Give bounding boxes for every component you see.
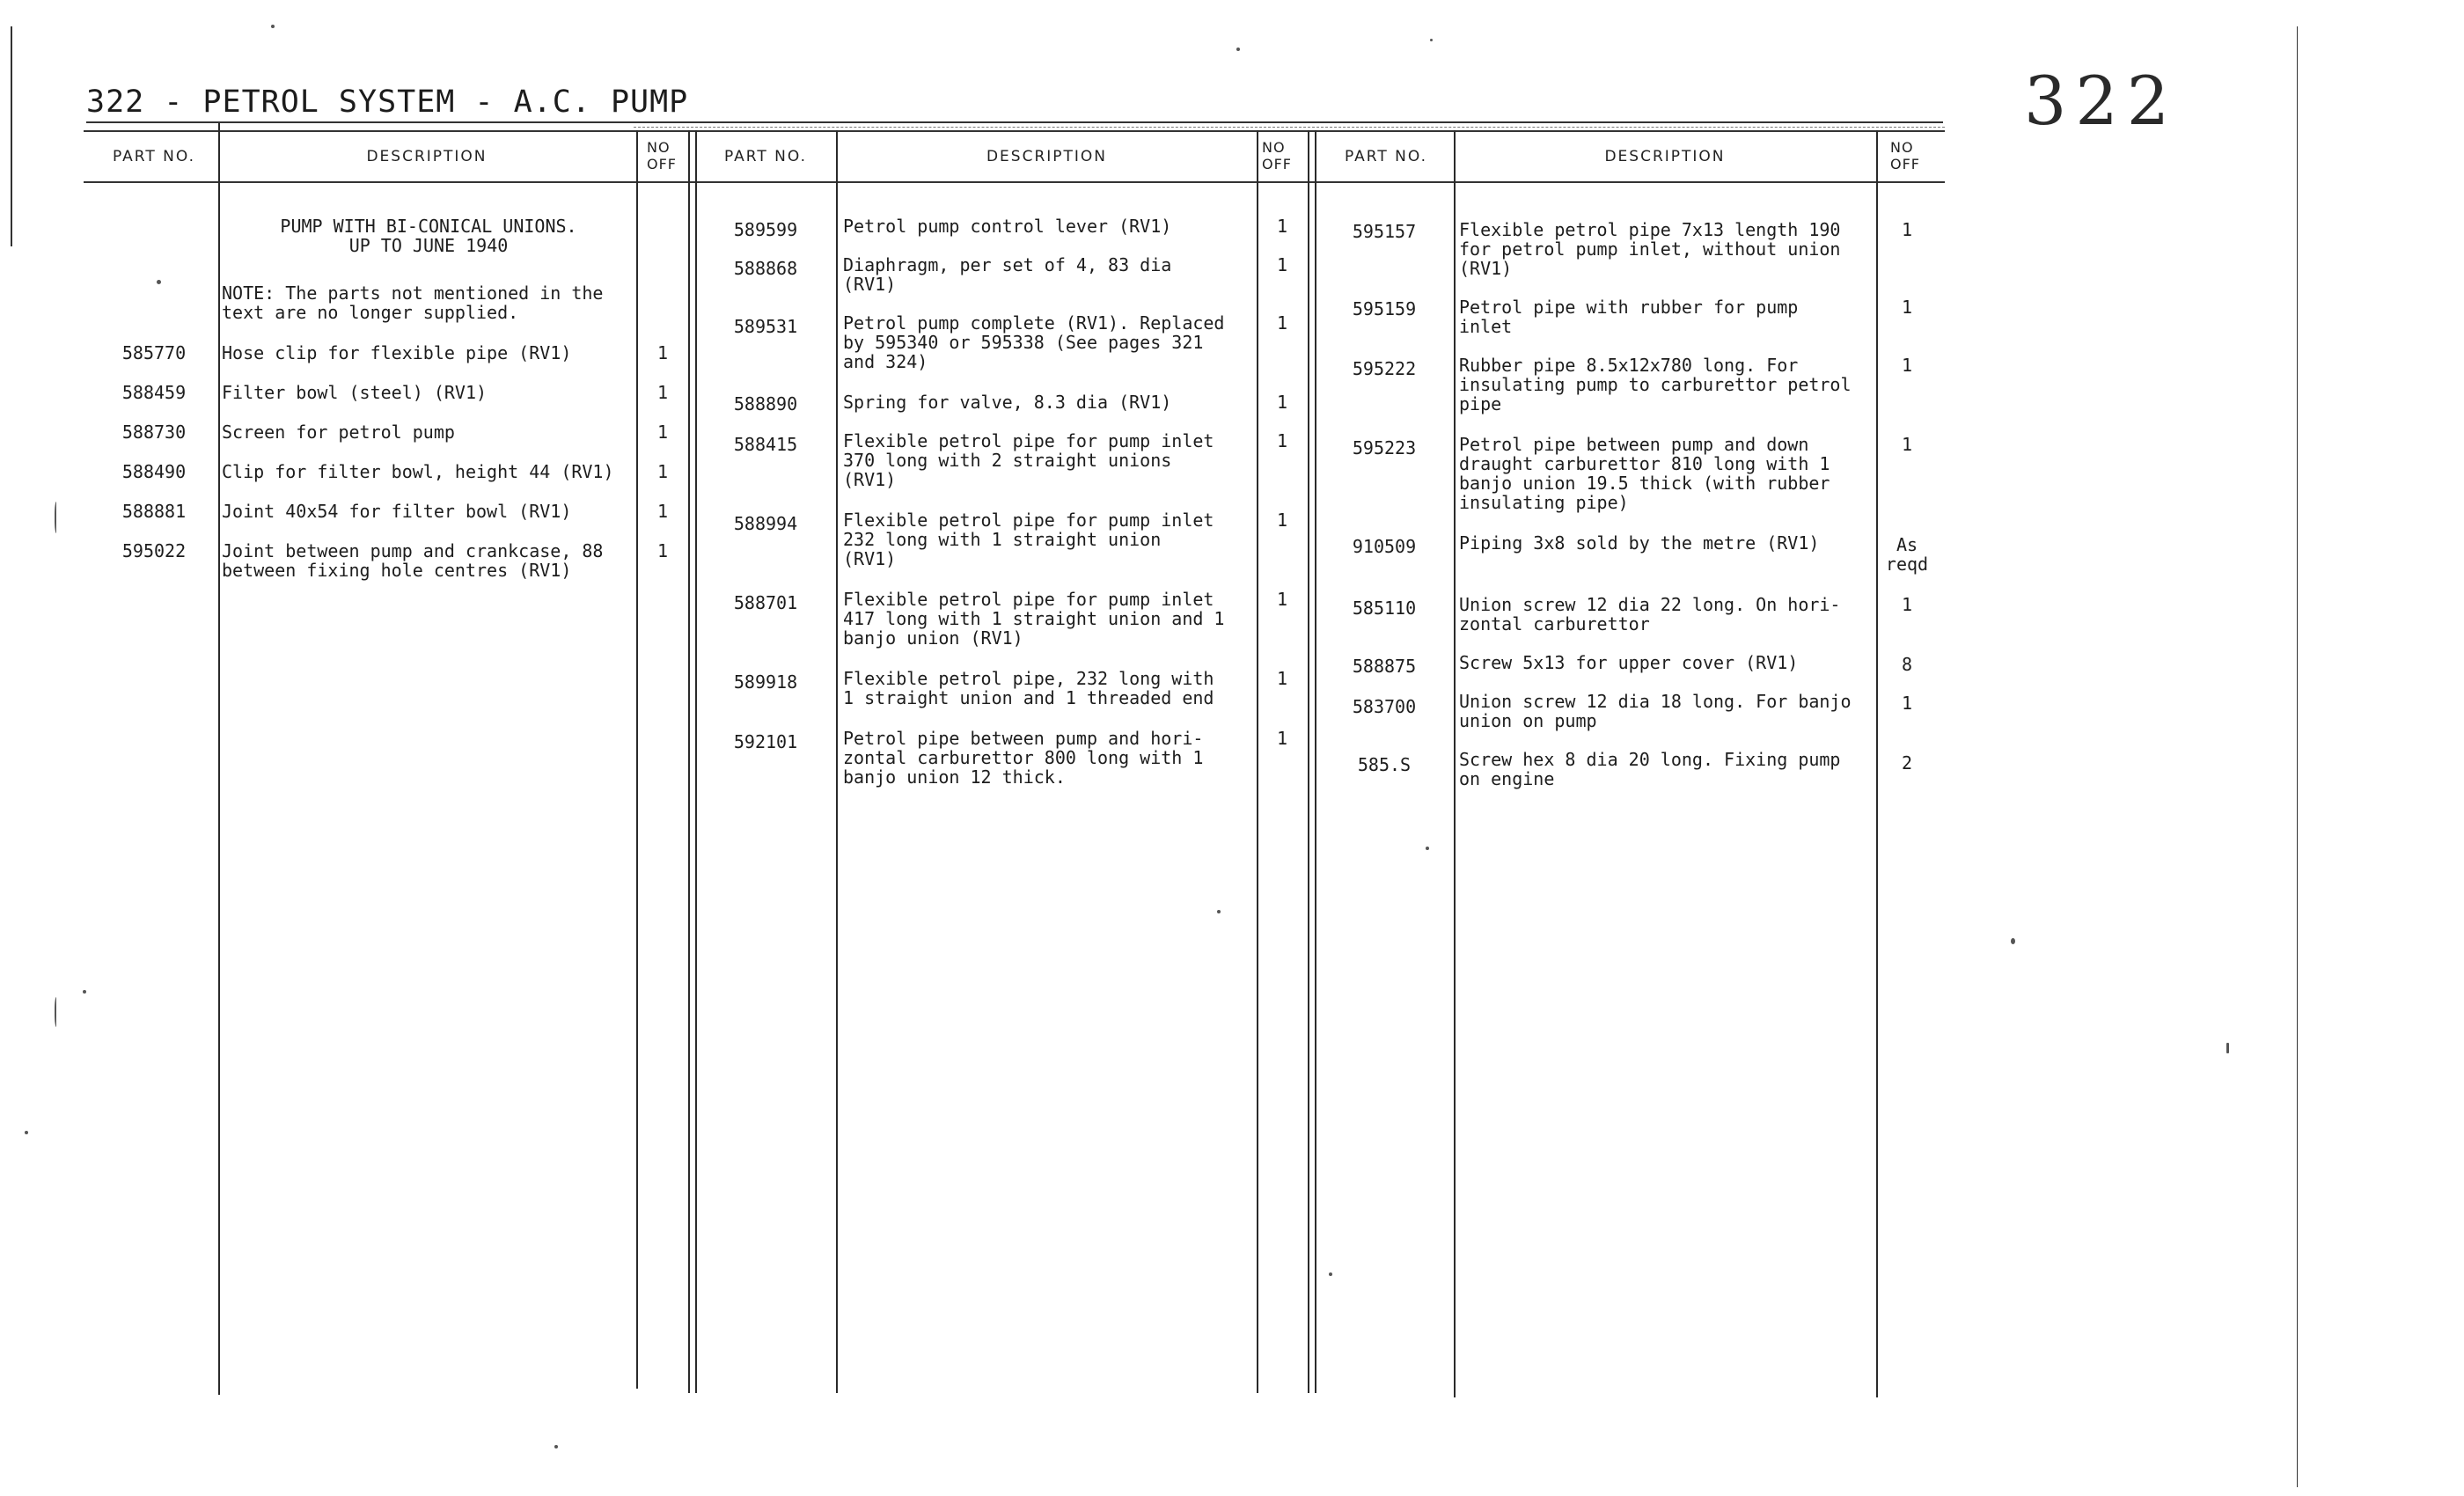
part-number: 592101 <box>733 731 798 752</box>
scan-speck <box>1426 847 1429 850</box>
header-description: DESCRIPTION <box>1604 148 1726 165</box>
header-no-off: NO OFF <box>1890 139 1920 172</box>
part-number: 588890 <box>733 393 798 414</box>
part-description: Petrol pipe between pump and down draught carburettor 810 long with 1 banjo union 19.5 thick (with rubber insulating pipe) <box>1459 434 1830 513</box>
title-dashed-rule <box>634 127 1945 128</box>
part-number: 585.S <box>1357 754 1412 775</box>
header-description: DESCRIPTION <box>986 148 1108 165</box>
part-description: Flexible petrol pipe for pump inlet 370 long with 2 straight unions (RV1) <box>843 430 1214 490</box>
scan-speck <box>1430 39 1433 41</box>
scan-speck <box>157 280 161 284</box>
header-no-off: NO OFF <box>647 139 677 172</box>
part-number: 588994 <box>733 513 798 534</box>
part-description: Joint between pump and crankcase, 88 between fixing hole centres (RV1) <box>222 540 604 581</box>
scan-speck <box>25 1131 28 1134</box>
handwritten-page-number: 322 <box>2024 62 2179 140</box>
part-description: Flexible petrol pipe for pump inlet 417 long with 1 straight union and 1 banjo union (RV1) <box>843 589 1225 649</box>
title-underline <box>86 121 1943 123</box>
part-number: 595157 <box>1352 221 1417 242</box>
divider-c1-end <box>688 130 690 1393</box>
part-number: 595159 <box>1352 298 1417 319</box>
scan-speck <box>2011 938 2015 944</box>
part-description: Petrol pipe between pump and hori- zontal carburettor 800 long with 1 banjo union 12 thick. <box>843 728 1204 788</box>
header-no-off: NO OFF <box>1262 139 1292 172</box>
scan-speck <box>1217 910 1221 913</box>
divider-c2-part-desc <box>836 130 838 1393</box>
part-number: 588875 <box>1352 656 1417 677</box>
note-text: NOTE: The parts not mentioned in the text are no longer supplied. <box>222 282 604 323</box>
part-description: Screw hex 8 dia 20 long. Fixing pump on engine <box>1459 749 1841 789</box>
divider-c1-part-desc <box>218 123 220 1395</box>
left-page-edge <box>11 26 12 246</box>
scan-speck <box>1236 48 1240 51</box>
part-description: Union screw 12 dia 22 long. On hori- zontal carburettor <box>1459 594 1841 634</box>
part-number: 910509 <box>1352 536 1417 557</box>
divider-c3-part-desc <box>1454 130 1456 1397</box>
divider-c2-desc-qty <box>1257 130 1258 1393</box>
part-description: Screw 5x13 for upper cover (RV1) <box>1459 652 1799 673</box>
part-number: 588730 <box>121 422 187 443</box>
quantity: 1 <box>1901 693 1913 714</box>
part-number: 585110 <box>1352 598 1417 619</box>
part-description: Clip for filter bowl, height 44 (RV1) <box>222 461 614 482</box>
quantity: 1 <box>656 342 669 363</box>
part-description: Diaphragm, per set of 4, 83 dia (RV1) <box>843 254 1172 295</box>
part-description: Flexible petrol pipe, 232 long with 1 straight union and 1 threaded end <box>843 668 1214 708</box>
quantity: 1 <box>1276 510 1288 531</box>
quantity: 1 <box>1276 589 1288 610</box>
part-number: 588459 <box>121 382 187 403</box>
part-description: Petrol pump complete (RV1). Replaced by 595340 or 595338 (See pages 321 and 324) <box>843 312 1225 372</box>
quantity: 2 <box>1901 752 1913 774</box>
divider-c2-end <box>1308 130 1309 1393</box>
quantity: 1 <box>656 422 669 443</box>
divider-c3-start <box>1315 130 1316 1393</box>
quantity: 1 <box>1276 254 1288 275</box>
part-number: 588868 <box>733 258 798 279</box>
scan-speck <box>2226 1043 2229 1053</box>
header-bottom-rule <box>84 181 1945 183</box>
quantity: 1 <box>1901 434 1913 455</box>
quantity: 1 <box>1276 728 1288 749</box>
divider-c2-start <box>695 130 697 1393</box>
part-description: Spring for valve, 8.3 dia (RV1) <box>843 392 1172 413</box>
quantity: 1 <box>1901 219 1913 240</box>
part-description: Petrol pump control lever (RV1) <box>843 216 1172 237</box>
part-description: Filter bowl (steel) (RV1) <box>222 382 488 403</box>
quantity: 1 <box>1276 668 1288 689</box>
part-number: 585770 <box>121 342 187 363</box>
quantity: 1 <box>656 382 669 403</box>
section-heading: PUMP WITH BI-CONICAL UNIONS. UP TO JUNE 1940 <box>280 216 577 256</box>
part-number: 583700 <box>1352 696 1417 717</box>
part-description: Flexible petrol pipe for pump inlet 232 long with 1 straight union (RV1) <box>843 510 1214 569</box>
part-number: 589531 <box>733 316 798 337</box>
quantity: 1 <box>1276 216 1288 237</box>
header-part-no: PART NO. <box>113 148 195 165</box>
part-number: 588701 <box>733 592 798 613</box>
quantity: 1 <box>656 540 669 561</box>
scan-speck <box>1329 1272 1332 1276</box>
part-description: Screen for petrol pump <box>222 422 455 443</box>
scan-bracket-mark <box>55 502 59 533</box>
quantity: 1 <box>1276 430 1288 451</box>
quantity: 1 <box>1901 355 1913 376</box>
header-part-no: PART NO. <box>724 148 807 165</box>
part-description: Petrol pipe with rubber for pump inlet <box>1459 297 1799 337</box>
part-description: Union screw 12 dia 18 long. For banjo union on pump <box>1459 691 1852 731</box>
divider-c3-desc-qty <box>1876 130 1878 1397</box>
quantity: 1 <box>1276 392 1288 413</box>
quantity: 1 <box>1901 297 1913 318</box>
scan-bracket-mark <box>55 997 59 1027</box>
header-description: DESCRIPTION <box>366 148 488 165</box>
scan-speck <box>554 1445 558 1448</box>
part-description: Joint 40x54 for filter bowl (RV1) <box>222 501 572 522</box>
scan-speck <box>83 990 86 994</box>
part-number: 588881 <box>121 501 187 522</box>
page-title: 322 - PETROL SYSTEM - A.C. PUMP <box>86 84 689 120</box>
part-description: Hose clip for flexible pipe (RV1) <box>222 342 572 363</box>
part-number: 589599 <box>733 219 798 240</box>
part-description: Piping 3x8 sold by the metre (RV1) <box>1459 532 1820 554</box>
part-number: 595022 <box>121 540 187 561</box>
header-top-rule <box>84 130 1945 132</box>
divider-c1-desc-qty <box>636 130 638 1389</box>
header-part-no: PART NO. <box>1345 148 1427 165</box>
part-number: 595222 <box>1352 358 1417 379</box>
part-description: Rubber pipe 8.5x12x780 long. For insulating pump to carburettor petrol pipe <box>1459 355 1852 414</box>
quantity: As reqd <box>1885 534 1929 575</box>
part-number: 589918 <box>733 671 798 693</box>
part-number: 595223 <box>1352 437 1417 458</box>
right-page-edge <box>2297 26 2298 1487</box>
quantity: 1 <box>1276 312 1288 334</box>
quantity: 1 <box>656 461 669 482</box>
quantity: 8 <box>1901 654 1913 675</box>
part-number: 588490 <box>121 461 187 482</box>
quantity: 1 <box>656 501 669 522</box>
part-description: Flexible petrol pipe 7x13 length 190 for petrol pump inlet, without union (RV1) <box>1459 219 1841 279</box>
quantity: 1 <box>1901 594 1913 615</box>
part-number: 588415 <box>733 434 798 455</box>
scan-speck <box>271 25 275 28</box>
